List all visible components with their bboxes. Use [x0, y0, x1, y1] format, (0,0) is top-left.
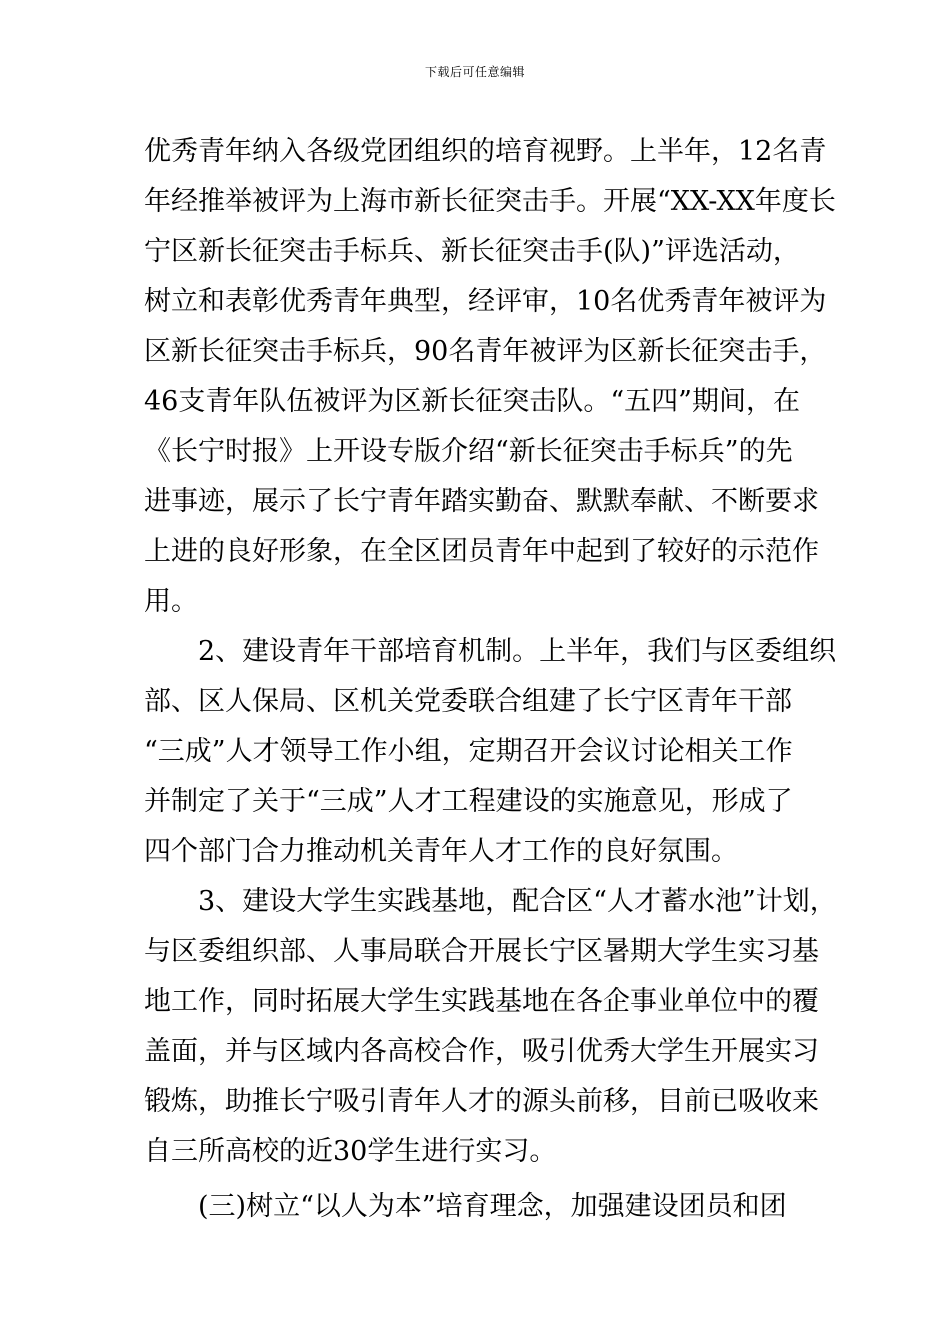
section-heading-line: (三)树立“以人为本”培育理念，加强建设团员和团 — [198, 1191, 787, 1222]
paragraph-line: 宁区新长征突击手标兵、新长征突击手(队)”评选活动， — [144, 236, 800, 267]
paragraph-line: 锻炼，助推长宁吸引青年人才的源头前移，目前已吸收来 — [144, 1086, 819, 1117]
paragraph-line: 上进的良好形象，在全区团员青年中起到了较好的示范作 — [144, 536, 819, 567]
paragraph-line: 区新长征突击手标兵，90名青年被评为区新长征突击手， — [144, 336, 827, 367]
paragraph-line: 年经推举被评为上海市新长征突击手。开展“XX-XX年度长 — [144, 186, 836, 217]
page-header — [0, 64, 950, 80]
paragraph-line: 46支青年队伍被评为区新长征突击队。“五四”期间，在 — [144, 386, 800, 417]
paragraph-line: 《长宁时报》上开设专版介绍“新长征突击手标兵”的先 — [144, 436, 793, 467]
paragraph-line: 2、建设青年干部培育机制。上半年，我们与区委组织 — [198, 636, 837, 667]
paragraph-line: 树立和表彰优秀青年典型，经评审，10名优秀青年被评为 — [144, 286, 827, 317]
paragraph-line: 并制定了关于“三成”人才工程建设的实施意见，形成了 — [144, 786, 793, 817]
paragraph-line: 用。 — [144, 586, 198, 617]
paragraph-line: 优秀青年纳入各级党团组织的培育视野。上半年，12名青 — [144, 136, 827, 167]
header-note: 下载后可任意编辑 — [424, 65, 525, 79]
paragraph-line: “三成”人才领导工作小组，定期召开会议讨论相关工作 — [144, 736, 793, 767]
paragraph-line: 盖面，并与区域内各高校合作，吸引优秀大学生开展实习 — [144, 1036, 819, 1067]
paragraph-line: 四个部门合力推动机关青年人才工作的良好氛围。 — [144, 836, 738, 867]
paragraph-line: 进事迹，展示了长宁青年踏实勤奋、默默奉献、不断要求 — [144, 486, 819, 517]
paragraph-line: 与区委组织部、人事局联合开展长宁区暑期大学生实习基 — [144, 936, 819, 967]
paragraph-line: 3、建设大学生实践基地，配合区“人才蓄水池”计划， — [198, 886, 837, 917]
paragraph-line: 地工作，同时拓展大学生实践基地在各企事业单位中的覆 — [144, 986, 819, 1017]
paragraph-line: 自三所高校的近30学生进行实习。 — [144, 1136, 557, 1167]
paragraph-line: 部、区人保局、区机关党委联合组建了长宁区青年干部 — [144, 686, 792, 717]
